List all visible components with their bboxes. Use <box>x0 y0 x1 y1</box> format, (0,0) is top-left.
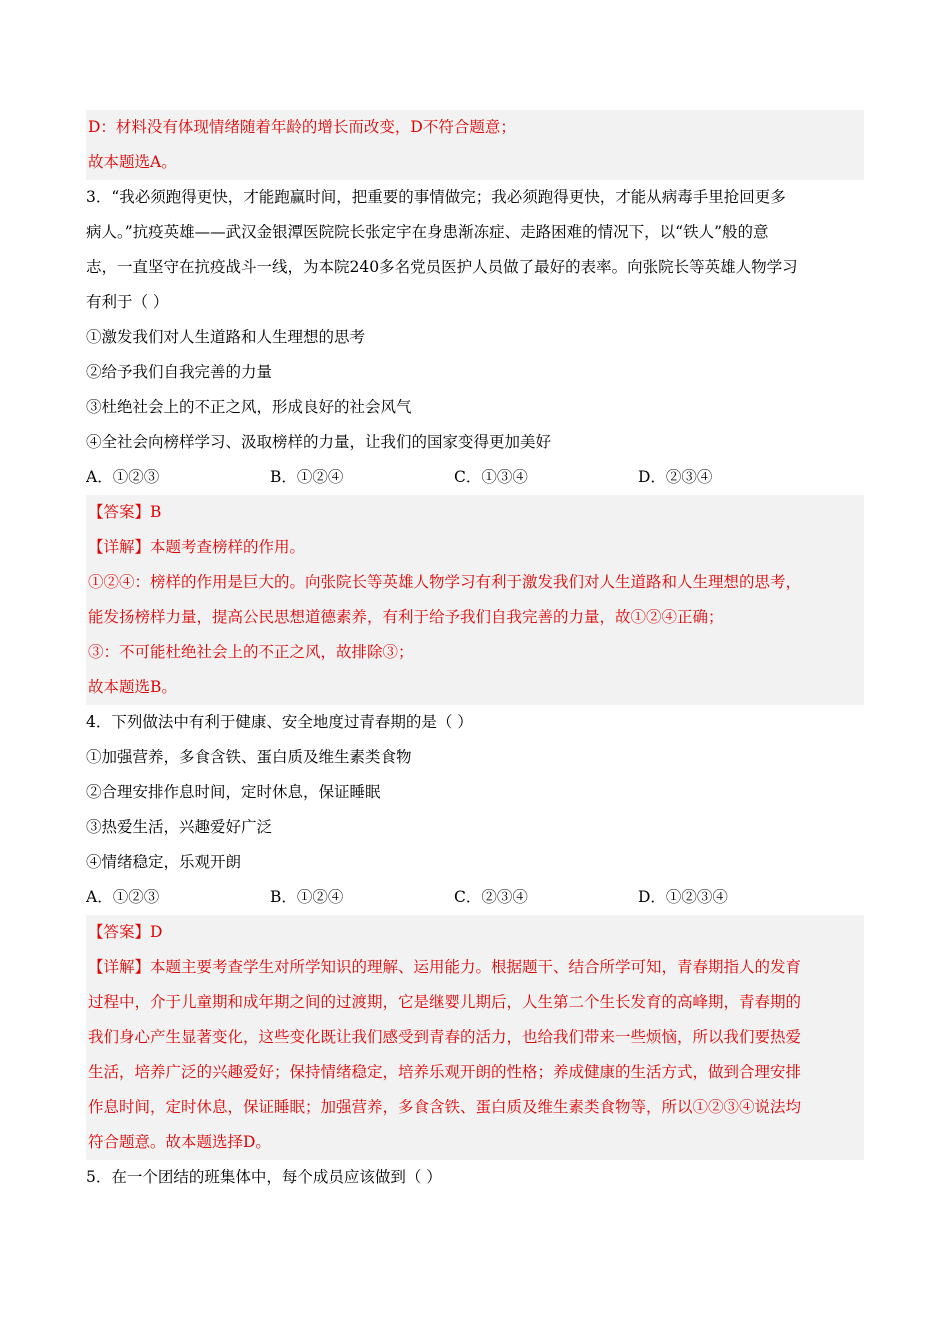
option-b: B．①②④ <box>270 888 344 906</box>
question-3 <box>86 180 864 705</box>
question-stem-line: 5．在一个团结的班集体中，每个成员应该做到（ ） <box>86 1168 442 1186</box>
statement-item: ④全社会向榜样学习、汲取榜样的力量，让我们的国家变得更加美好 <box>86 433 552 451</box>
question-4 <box>86 705 864 1160</box>
statement-item: ③热爱生活，兴趣爱好广泛 <box>86 818 273 836</box>
answer-label: 【答案】B <box>88 503 162 521</box>
question-stem-line: 3．“我必须跑得更快，才能跑赢时间，把重要的事情做完；我必须跑得更快，才能从病毒手里抢回更多 <box>86 188 786 206</box>
prev-answer-block <box>86 110 864 180</box>
document-page <box>86 110 864 1195</box>
question-stem-line: 4．下列做法中有利于健康、安全地度过青春期的是（ ） <box>86 713 473 731</box>
explanation-line: 生活，培养广泛的兴趣爱好；保持情绪稳定，培养乐观开朗的性格；养成健康的生活方式，做到合理安排 <box>88 1063 802 1081</box>
explanation-line: 我们身心产生显著变化，这些变化既让我们感受到青春的活力，也给我们带来一些烦恼，所以我们要热爱 <box>88 1028 802 1046</box>
question-stem-line: 有利于（ ） <box>86 293 169 311</box>
options-row <box>86 880 864 915</box>
explanation-line: 过程中，介于儿童期和成年期之间的过渡期，它是继婴儿期后，人生第二个生长发育的高峰期，青春期的 <box>88 993 802 1011</box>
answer-block <box>86 495 864 705</box>
option-d: D．①②③④ <box>638 888 728 906</box>
explanation-line: 符合题意。故本题选择D。 <box>88 1133 271 1151</box>
option-a: A．①②③ <box>86 888 160 906</box>
statement-item: ③杜绝社会上的不正之风，形成良好的社会风气 <box>86 398 412 416</box>
option-c: C．②③④ <box>454 888 528 906</box>
answer-label: 【答案】D <box>88 923 163 941</box>
explanation-line: ③：不可能杜绝社会上的不正之风，故排除③； <box>88 643 414 661</box>
option-d: D．②③④ <box>638 468 713 486</box>
statement-item: ①加强营养，多食含铁、蛋白质及维生素类食物 <box>86 748 412 766</box>
answer-line: D：材料没有体现情绪随着年龄的增长而改变，D不符合题意； <box>88 118 516 136</box>
option-a: A．①②③ <box>86 468 160 486</box>
statement-item: ④情绪稳定，乐观开朗 <box>86 853 242 871</box>
answer-block <box>86 915 864 1160</box>
statement-item: ①激发我们对人生道路和人生理想的思考 <box>86 328 366 346</box>
option-c: C．①③④ <box>454 468 528 486</box>
answer-line: 故本题选A。 <box>88 153 177 171</box>
explanation-line: ①②④：榜样的作用是巨大的。向张院长等英雄人物学习有利于激发我们对人生道路和人生理想的思考， <box>88 573 802 591</box>
explanation-line: 【详解】本题主要考查学生对所学知识的理解、运用能力。根据题干、结合所学可知，青春期指人的发育 <box>88 958 802 976</box>
question-stem-line: 病人。”抗疫英雄——武汉金银潭医院院长张定宇在身患渐冻症、走路困难的情况下，以“铁人”般的意 <box>86 223 769 241</box>
explanation-line: 能发扬榜样力量，提高公民思想道德素养，有利于给予我们自我完善的力量，故①②④正确； <box>88 608 724 626</box>
explanation-line: 故本题选B。 <box>88 678 177 696</box>
option-b: B．①②④ <box>270 468 344 486</box>
question-stem-line: 志，一直坚守在抗疫战斗一线，为本院240多名党员医护人员做了最好的表率。向张院长等英雄人物学习 <box>86 258 798 276</box>
explanation-line: 作息时间，定时休息，保证睡眠；加强营养，多食含铁、蛋白质及维生素类食物等，所以①②③④说法均 <box>88 1098 802 1116</box>
explanation-line: 【详解】本题考查榜样的作用。 <box>88 538 306 556</box>
statement-item: ②给予我们自我完善的力量 <box>86 363 273 381</box>
statement-item: ②合理安排作息时间，定时休息，保证睡眠 <box>86 783 381 801</box>
question-5 <box>86 1160 864 1195</box>
options-row <box>86 460 864 495</box>
